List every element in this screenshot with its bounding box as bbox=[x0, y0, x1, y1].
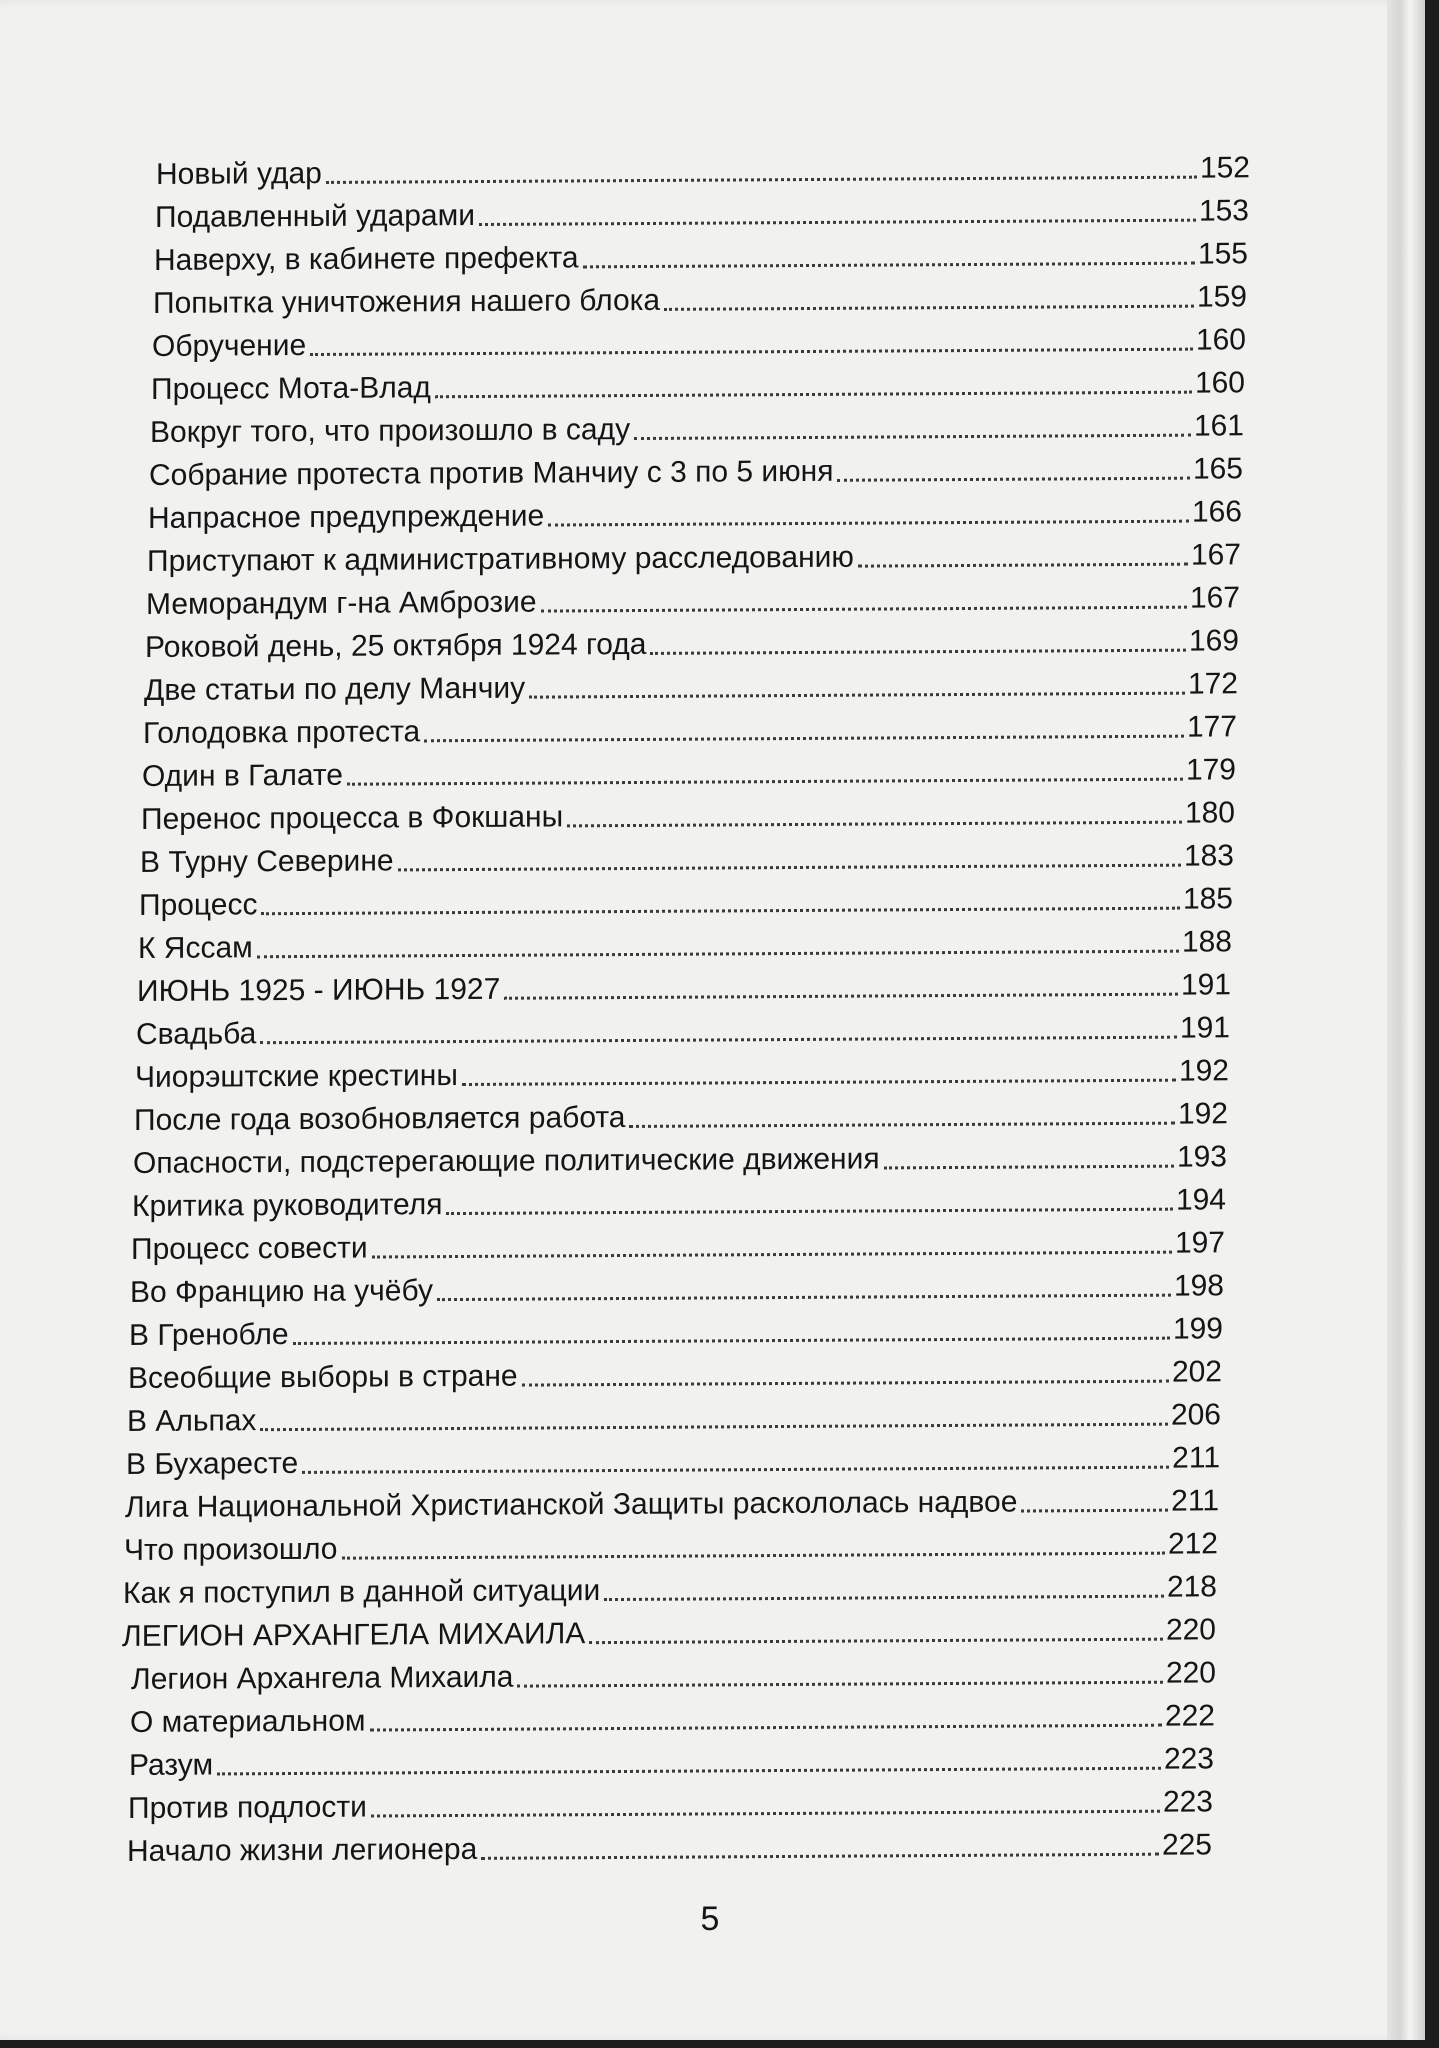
toc-entry bbox=[140, 837, 1234, 880]
toc-entry bbox=[123, 1568, 1217, 1611]
toc-entry bbox=[131, 1654, 1216, 1697]
toc-entry-title: В Гренобле bbox=[129, 1318, 289, 1352]
toc-entry-page: 153 bbox=[1198, 194, 1249, 228]
toc-entry-page: 169 bbox=[1188, 624, 1239, 658]
toc-entry-page: 179 bbox=[1185, 753, 1236, 787]
toc-entry-title: После года возобновляется работа bbox=[134, 1100, 626, 1137]
toc-entry-title: Всеобщие выборы в стране bbox=[128, 1359, 518, 1395]
toc-entry-title: ИЮНЬ 1925 - ИЮНЬ 1927 bbox=[137, 972, 501, 1008]
toc-entry bbox=[152, 321, 1246, 364]
toc-entry-page: 211 bbox=[1171, 1484, 1219, 1518]
toc-entry-page: 197 bbox=[1174, 1226, 1225, 1260]
toc-entry-page: 167 bbox=[1190, 538, 1241, 572]
toc-dot-leader bbox=[858, 563, 1188, 568]
toc-entry bbox=[144, 665, 1238, 708]
toc-entry-page: 212 bbox=[1167, 1527, 1218, 1561]
toc-entry bbox=[149, 450, 1243, 493]
toc-entry bbox=[137, 966, 1231, 1009]
toc-dot-leader bbox=[567, 821, 1182, 828]
toc-dot-leader bbox=[589, 1638, 1163, 1645]
toc-entry-title: В Бухаресте bbox=[126, 1446, 299, 1481]
toc-entry bbox=[148, 493, 1242, 536]
toc-entry-page: 220 bbox=[1165, 1656, 1216, 1690]
toc-dot-leader bbox=[634, 434, 1191, 440]
toc-entry bbox=[138, 923, 1232, 966]
toc-entry-title: Две статьи по делу Манчиу bbox=[144, 671, 526, 707]
toc-entry-title: Процесс совести bbox=[131, 1231, 368, 1266]
toc-entry-page: 161 bbox=[1193, 409, 1244, 443]
toc-entry-page: 165 bbox=[1192, 452, 1243, 486]
toc-dot-leader bbox=[261, 907, 1179, 916]
toc-dot-leader bbox=[370, 1724, 1162, 1732]
toc-entry bbox=[124, 1525, 1218, 1568]
toc-entry-title: В Турну Северине bbox=[140, 844, 394, 879]
toc-entry-page: 166 bbox=[1191, 495, 1242, 529]
toc-entry-title: Разум bbox=[129, 1748, 214, 1782]
toc-entry-page: 223 bbox=[1162, 1785, 1213, 1819]
toc-entry-title: В Альпах bbox=[127, 1404, 257, 1438]
toc-dot-leader bbox=[479, 219, 1196, 226]
toc-entry-page: 193 bbox=[1176, 1140, 1227, 1174]
toc-dot-leader bbox=[302, 1466, 1169, 1474]
toc-dot-leader bbox=[517, 1681, 1162, 1688]
toc-dot-leader bbox=[293, 1337, 1170, 1345]
toc-entry-page: 159 bbox=[1196, 280, 1247, 314]
toc-dot-leader bbox=[504, 993, 1178, 1000]
toc-entry-page: 218 bbox=[1166, 1570, 1217, 1604]
toc-dot-leader bbox=[342, 1552, 1165, 1560]
toc-entry-page: 194 bbox=[1175, 1183, 1226, 1217]
toc-entry-title: Процесс Мота-Влад bbox=[151, 371, 431, 406]
toc-entry-page: 160 bbox=[1195, 323, 1246, 357]
toc-entry bbox=[126, 1439, 1220, 1482]
toc-entry bbox=[128, 1783, 1213, 1826]
toc-entry-title: Один в Галате bbox=[142, 758, 343, 793]
toc-entry-page: 191 bbox=[1179, 1011, 1230, 1045]
toc-dot-leader bbox=[372, 1251, 1172, 1259]
toc-entry bbox=[143, 708, 1237, 751]
toc-dot-leader bbox=[217, 1767, 1161, 1776]
toc-dot-leader bbox=[424, 735, 1184, 743]
toc-entry bbox=[127, 1826, 1212, 1869]
toc-entry bbox=[145, 622, 1239, 665]
toc-entry-title: Собрание протеста против Манчиу с 3 по 5 июня bbox=[149, 454, 834, 492]
toc-dot-leader bbox=[437, 1294, 1171, 1301]
toc-dot-leader bbox=[260, 1423, 1168, 1432]
toc-entry bbox=[146, 579, 1240, 622]
toc-dot-leader bbox=[257, 950, 1179, 959]
toc-dot-leader bbox=[548, 520, 1189, 527]
toc-entry-page: 199 bbox=[1172, 1312, 1223, 1346]
toc-entry-title: Что произошло bbox=[124, 1532, 338, 1567]
toc-dot-leader bbox=[837, 477, 1189, 482]
toc-entry-page: 155 bbox=[1197, 237, 1248, 271]
toc-entry-title: Легион Архангела Михаила bbox=[131, 1660, 514, 1696]
toc-entry-title: Как я поступил в данной ситуации bbox=[123, 1574, 601, 1610]
toc-entry-title: Приступают к административному расследованию bbox=[147, 540, 854, 578]
page-number: 5 bbox=[700, 1900, 720, 1938]
toc-entry-page: 180 bbox=[1184, 796, 1235, 830]
toc-entry-title: Меморандум г-на Амброзие bbox=[146, 585, 537, 621]
toc-entry bbox=[132, 1181, 1226, 1224]
toc-entry-title: Опасности, подстерегающие политические движения bbox=[133, 1142, 880, 1180]
toc-entry-page: 206 bbox=[1170, 1398, 1221, 1432]
toc-entry-title: Критика руководителя bbox=[132, 1188, 443, 1223]
toc-entry bbox=[122, 1611, 1216, 1654]
toc-entry-title: Процесс bbox=[139, 888, 258, 922]
toc-entry bbox=[130, 1267, 1224, 1310]
toc-entry-page: 220 bbox=[1165, 1613, 1216, 1647]
toc-entry-title: Роковой день, 25 октября 1924 года bbox=[145, 627, 647, 664]
toc-entry bbox=[139, 880, 1233, 923]
toc-entry bbox=[133, 1138, 1227, 1181]
toc-entry bbox=[128, 1353, 1222, 1396]
toc-entry bbox=[125, 1482, 1219, 1525]
toc-entry-title: Попытка уничтожения нашего блока bbox=[153, 283, 661, 320]
toc-dot-leader bbox=[435, 391, 1192, 399]
toc-entry-title: Во Францию на учёбу bbox=[130, 1274, 433, 1309]
toc-entry-page: 211 bbox=[1172, 1441, 1220, 1475]
toc-entry-title: К Яссам bbox=[138, 931, 253, 965]
toc-entry bbox=[156, 149, 1250, 192]
toc-entry-title: Свадьба bbox=[136, 1017, 257, 1051]
toc-dot-leader bbox=[884, 1165, 1174, 1170]
toc-entry bbox=[153, 278, 1247, 321]
toc-dot-leader bbox=[310, 348, 1193, 356]
toc-dot-leader bbox=[1021, 1509, 1168, 1513]
toc-entry-title: Подавленный ударами bbox=[155, 199, 475, 234]
toc-entry-page: 225 bbox=[1161, 1828, 1212, 1862]
toc-entry-title: О материальном bbox=[130, 1704, 366, 1739]
toc-entry-title: Вокруг того, что произошло в саду bbox=[150, 413, 631, 449]
toc-entry-page: 183 bbox=[1183, 839, 1234, 873]
toc-dot-leader bbox=[664, 305, 1194, 311]
toc-entry-title: Перенос процесса в Фокшаны bbox=[141, 800, 564, 836]
toc-entry bbox=[147, 536, 1241, 579]
toc-dot-leader bbox=[462, 1079, 1176, 1086]
toc-dot-leader bbox=[583, 262, 1195, 269]
toc-entry bbox=[135, 1052, 1229, 1095]
toc-entry-page: 185 bbox=[1182, 882, 1233, 916]
toc-dot-leader bbox=[260, 1036, 1177, 1045]
toc-dot-leader bbox=[650, 649, 1185, 655]
toc-entry bbox=[130, 1697, 1215, 1740]
toc-entry-page: 192 bbox=[1178, 1054, 1229, 1088]
toc-entry bbox=[129, 1310, 1223, 1353]
toc-entry-page: 160 bbox=[1194, 366, 1245, 400]
toc-dot-leader bbox=[347, 778, 1183, 786]
toc-entry bbox=[129, 1740, 1214, 1783]
toc-entry-page: 177 bbox=[1186, 710, 1237, 744]
toc-entry bbox=[127, 1396, 1221, 1439]
toc-entry bbox=[155, 192, 1249, 235]
toc-entry bbox=[150, 407, 1244, 450]
toc-entry bbox=[151, 364, 1245, 407]
toc-entry-page: 188 bbox=[1181, 925, 1232, 959]
toc-dot-leader bbox=[326, 176, 1197, 184]
toc-entry-page: 191 bbox=[1180, 968, 1231, 1002]
toc-entry-title: Наверху, в кабинете префекта bbox=[154, 241, 579, 277]
toc-entry-page: 222 bbox=[1164, 1699, 1215, 1733]
toc-entry bbox=[134, 1095, 1228, 1138]
toc-entry-page: 152 bbox=[1199, 151, 1250, 185]
toc-entry-page: 167 bbox=[1189, 581, 1240, 615]
toc-entry-title: Начало жизни легионера bbox=[127, 1832, 478, 1868]
toc-entry-title: ЛЕГИОН АРХАНГЕЛА МИХАИЛА bbox=[122, 1617, 586, 1653]
toc-entry-page: 172 bbox=[1187, 667, 1238, 701]
toc-entry bbox=[131, 1224, 1225, 1267]
toc-entry bbox=[142, 751, 1236, 794]
toc-entry-title: Напрасное предупреждение bbox=[148, 499, 545, 535]
toc-entry bbox=[154, 235, 1248, 278]
toc-dot-leader bbox=[371, 1810, 1160, 1818]
toc-entry-title: Лига Национальной Христианской Защиты раскололась надвое bbox=[125, 1485, 1018, 1524]
toc-entry-title: Чиорэштские крестины bbox=[135, 1059, 458, 1094]
toc-dot-leader bbox=[446, 1208, 1172, 1215]
toc-entry-title: Голодовка протеста bbox=[143, 715, 421, 750]
toc-entry-page: 202 bbox=[1171, 1355, 1222, 1389]
toc-dot-leader bbox=[522, 1380, 1169, 1387]
toc-dot-leader bbox=[541, 606, 1187, 613]
toc-entry-page: 198 bbox=[1173, 1269, 1224, 1303]
toc-dot-leader bbox=[604, 1595, 1164, 1601]
toc-entry-page: 223 bbox=[1163, 1742, 1214, 1776]
toc-dot-leader bbox=[629, 1122, 1175, 1128]
toc-dot-leader bbox=[398, 864, 1181, 872]
toc-entry-title: Новый удар bbox=[156, 156, 322, 191]
toc-entry bbox=[136, 1009, 1230, 1052]
toc-entry-page: 192 bbox=[1177, 1097, 1228, 1131]
toc-entry-title: Против подлости bbox=[128, 1790, 367, 1825]
toc-entry-title: Обручение bbox=[152, 329, 307, 363]
toc-dot-leader bbox=[529, 692, 1185, 699]
toc-entry bbox=[141, 794, 1235, 837]
toc-dot-leader bbox=[481, 1853, 1159, 1860]
